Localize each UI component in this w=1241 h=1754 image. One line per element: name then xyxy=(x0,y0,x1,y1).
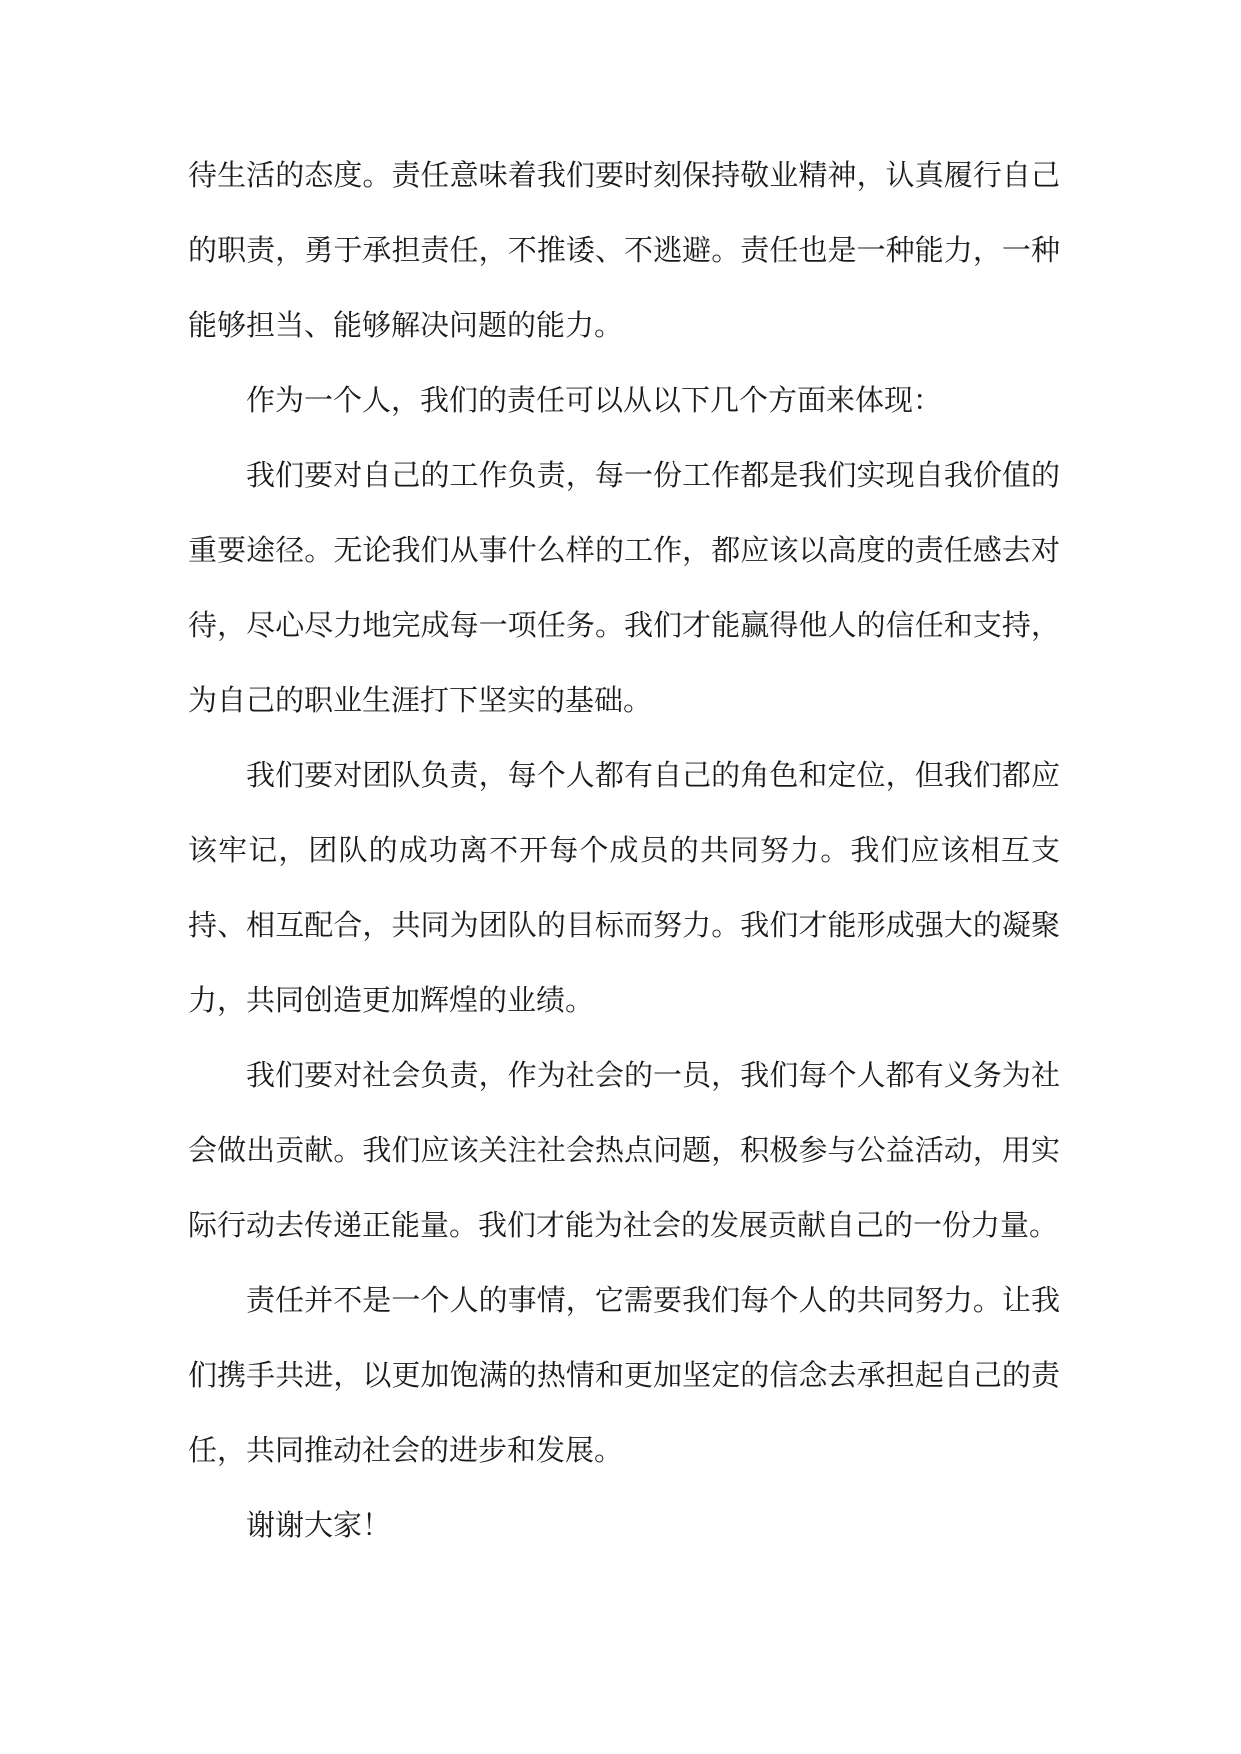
paragraph-thanks: 谢谢大家！ xyxy=(246,1508,392,1542)
paragraph-conclusion: 责任并不是一个人的事情，它需要我们每个人的共同努力。让我们携手共进，以更加饱满的热情和更加坚定的信念去承担起自己的责任，共同推动社会的进步和发展。 xyxy=(188,1283,1060,1467)
paragraph-society: 我们要对社会负责，作为社会的一员，我们每个人都有义务为社会做出贡献。我们应该关注社会热点问题，积极参与公益活动，用实际行动去传递正能量。我们才能为社会的发展贡献自己的一份力量。 xyxy=(188,1058,1060,1242)
paragraph-work: 我们要对自己的工作负责，每一份工作都是我们实现自我价值的重要途径。无论我们从事什么样的工作，都应该以高度的责任感去对待，尽心尽力地完成每一项任务。我们才能赢得他人的信任和支持，为自己的职业生涯打下坚实的基础。 xyxy=(188,458,1060,717)
body-text xyxy=(188,138,1060,1563)
paragraph-continued: 待生活的态度。责任意味着我们要时刻保持敬业精神，认真履行自己的职责，勇于承担责任，不推诿、不逃避。责任也是一种能力，一种能够担当、能够解决问题的能力。 xyxy=(188,158,1060,342)
paragraph-intro: 作为一个人，我们的责任可以从以下几个方面来体现： xyxy=(246,383,943,417)
paragraph-team: 我们要对团队负责，每个人都有自己的角色和定位，但我们都应该牢记，团队的成功离不开每个成员的共同努力。我们应该相互支持、相互配合，共同为团队的目标而努力。我们才能形成强大的凝聚力，共同创造更加辉煌的业绩。 xyxy=(188,758,1060,1017)
